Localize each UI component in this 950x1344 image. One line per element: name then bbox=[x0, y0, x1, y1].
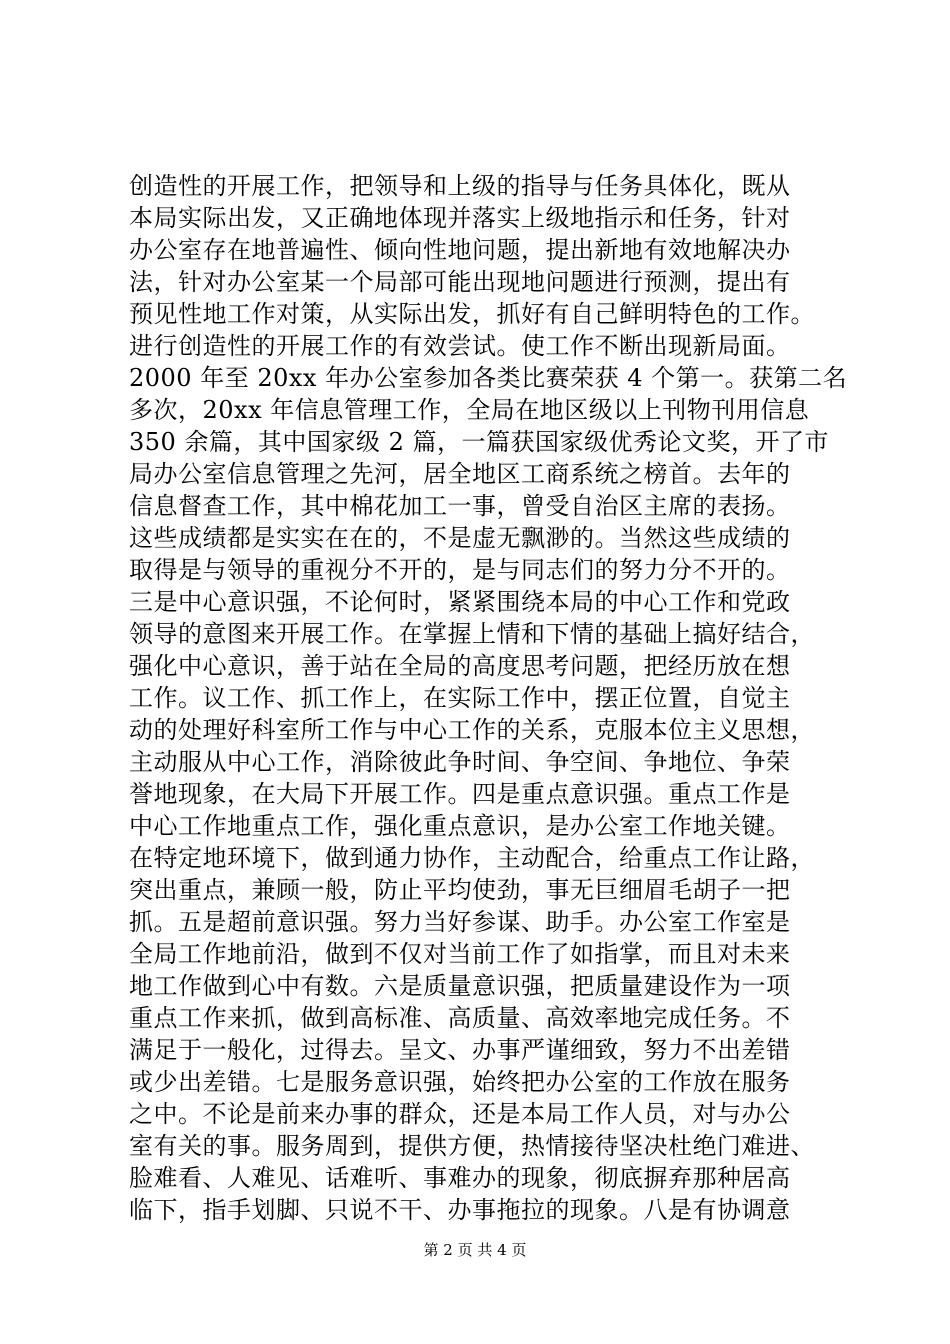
text-line: 创造性的开展工作，把领导和上级的指导与任务具体化，既从 bbox=[129, 172, 791, 200]
text-line: 工作。议工作、抓工作上，在实际工作中，摆正位置，自觉主 bbox=[129, 684, 791, 712]
text-line: 重点工作来抓，做到高标准、高质量、高效率地完成任务。不 bbox=[129, 1004, 791, 1032]
text-line: 突出重点，兼顾一般，防止平均使劲，事无巨细眉毛胡子一把 bbox=[129, 876, 791, 904]
text-line: 室有关的事。服务周到，提供方便，热情接待坚决杜绝门难进、 bbox=[129, 1132, 815, 1160]
text-line: 地工作做到心中有数。六是质量意识强，把质量建设作为一项 bbox=[129, 972, 791, 1000]
text-line: 办公室存在地普遍性、倾向性地问题，提出新地有效地解决办 bbox=[129, 236, 791, 264]
text-line: 主动服从中心工作，消除彼此争时间、争空间、争地位、争荣 bbox=[129, 748, 791, 776]
text-line: 强化中心意识，善于站在全局的高度思考问题，把经历放在想 bbox=[129, 652, 791, 680]
page-footer bbox=[0, 1240, 950, 1260]
text-line: 誉地现象，在大局下开展工作。四是重点意识强。重点工作是 bbox=[129, 780, 791, 808]
text-line: 或少出差错。七是服务意识强，始终把办公室的工作放在服务 bbox=[129, 1068, 791, 1096]
text-line: 临下，指手划脚、只说不干、办事拖拉的现象。八是有协调意 bbox=[129, 1196, 791, 1224]
text-line: 抓。五是超前意识强。努力当好参谋、助手。办公室工作室是 bbox=[129, 908, 791, 936]
text-line: 这些成绩都是实实在在的，不是虚无飘渺的。当然这些成绩的 bbox=[129, 524, 791, 552]
text-line: 脸难看、人难见、话难听、事难办的现象，彻底摒弃那种居高 bbox=[129, 1164, 791, 1192]
text-line: 本局实际出发，又正确地体现并落实上级地指示和任务，针对 bbox=[129, 204, 791, 232]
text-line: 中心工作地重点工作，强化重点意识，是办公室工作地关键。 bbox=[129, 812, 791, 840]
page-number-label: 第 2 页 共 4 页 bbox=[423, 1241, 527, 1259]
text-line: 法，针对办公室某一个局部可能出现地问题进行预测，提出有 bbox=[129, 268, 791, 296]
body-text bbox=[129, 170, 848, 1226]
text-line: 局办公室信息管理之先河，居全地区工商系统之榜首。去年的 bbox=[129, 460, 791, 488]
text-line: 三是中心意识强，不论何时，紧紧围绕本局的中心工作和党政 bbox=[129, 588, 791, 616]
text-line: 2000 年至 20xx 年办公室参加各类比赛荣获 4 个第一。获第二名 bbox=[129, 364, 848, 392]
text-line: 预见性地工作对策，从实际出发，抓好有自己鲜明特色的工作。 bbox=[129, 300, 815, 328]
text-line: 取得是与领导的重视分不开的，是与同志们的努力分不开的。 bbox=[129, 556, 791, 584]
text-line: 信息督查工作，其中棉花加工一事，曾受自治区主席的表扬。 bbox=[129, 492, 791, 520]
text-line: 350 余篇，其中国家级 2 篇，一篇获国家级优秀论文奖，开了市 bbox=[129, 428, 829, 456]
text-line: 全局工作地前沿，做到不仅对当前工作了如指掌，而且对未来 bbox=[129, 940, 791, 968]
text-line: 进行创造性的开展工作的有效尝试。使工作不断出现新局面。 bbox=[129, 332, 791, 360]
text-line: 多次，20xx 年信息管理工作，全局在地区级以上刊物刊用信息 bbox=[129, 396, 810, 424]
text-line: 领导的意图来开展工作。在掌握上情和下情的基础上搞好结合， bbox=[129, 620, 815, 648]
text-line: 动的处理好科室所工作与中心工作的关系，克服本位主义思想， bbox=[129, 716, 815, 744]
text-line: 之中。不论是前来办事的群众，还是本局工作人员，对与办公 bbox=[129, 1100, 791, 1128]
text-line: 满足于一般化，过得去。呈文、办事严谨细致，努力不出差错 bbox=[129, 1036, 791, 1064]
text-line: 在特定地环境下，做到通力协作，主动配合，给重点工作让路， bbox=[129, 844, 815, 872]
